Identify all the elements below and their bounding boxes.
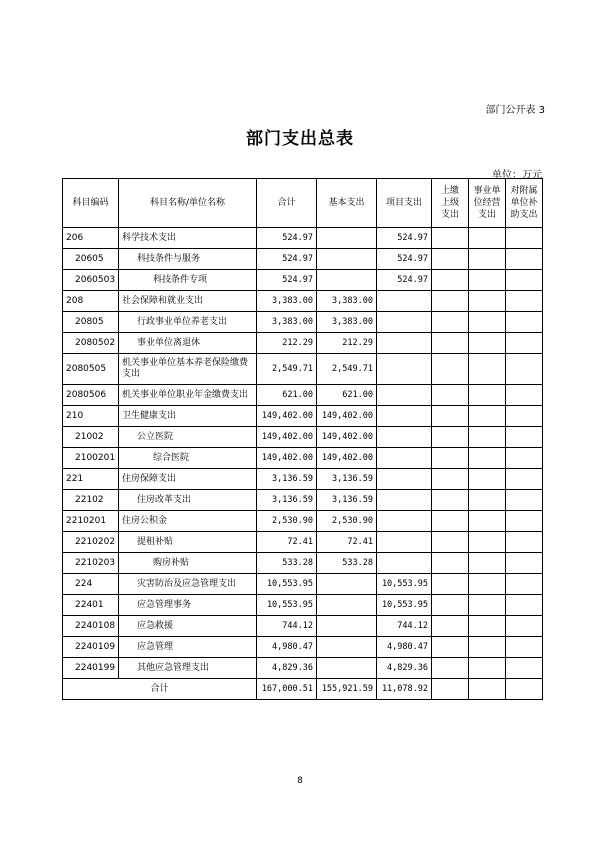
total-value: 4,829.36 — [257, 658, 317, 679]
project-value: 4,829.36 — [377, 658, 432, 679]
table-row — [63, 469, 543, 490]
upper-level-value — [432, 406, 469, 427]
total-value: 149,402.00 — [257, 427, 317, 448]
basic-value — [317, 574, 377, 595]
total-value: 3,383.00 — [257, 291, 317, 312]
page-tag: 部门公开表 3 — [485, 105, 545, 116]
subject-code: 2080502 — [63, 333, 119, 354]
operating-value — [469, 427, 506, 448]
basic-value: 212.29 — [317, 333, 377, 354]
table-row — [63, 448, 543, 469]
operating-value — [469, 469, 506, 490]
subject-code: 2210201 — [63, 511, 119, 532]
table-row — [63, 270, 543, 291]
upper-level-value — [432, 511, 469, 532]
subsidy-value — [506, 595, 543, 616]
basic-value: 149,402.00 — [317, 448, 377, 469]
table-row — [63, 595, 543, 616]
project-value — [377, 291, 432, 312]
upper-level-value — [432, 333, 469, 354]
project-value — [377, 553, 432, 574]
operating-value — [469, 658, 506, 679]
upper-level-value — [432, 291, 469, 312]
total-value: 524.97 — [257, 249, 317, 270]
upper-level-value — [432, 658, 469, 679]
subsidy-value — [506, 249, 543, 270]
subject-name: 应急管理 — [119, 637, 257, 658]
upper-level-value — [432, 553, 469, 574]
table-row — [63, 249, 543, 270]
operating-value — [469, 249, 506, 270]
operating-value — [469, 553, 506, 574]
subsidy-value — [506, 385, 543, 406]
project-value: 524.97 — [377, 228, 432, 249]
operating-value — [469, 333, 506, 354]
subject-code: 2060503 — [63, 270, 119, 291]
subsidy-value — [506, 553, 543, 574]
subject-code: 221 — [63, 469, 119, 490]
basic-value — [317, 228, 377, 249]
subject-name: 住房公积金 — [119, 511, 257, 532]
upper-level-value — [432, 532, 469, 553]
subsidy-value — [506, 658, 543, 679]
upper-level-value — [432, 574, 469, 595]
operating-value — [469, 490, 506, 511]
basic-value: 2,549.71 — [317, 354, 377, 385]
upper-level-value — [432, 595, 469, 616]
table-row — [63, 658, 543, 679]
column-header: 基本支出 — [317, 179, 377, 228]
upper-level-value — [432, 616, 469, 637]
expenditure-table — [62, 178, 543, 700]
column-header: 项目支出 — [377, 179, 432, 228]
basic-value: 149,402.00 — [317, 406, 377, 427]
subject-name: 机关事业单位职业年金缴费支出 — [119, 385, 257, 406]
total-value: 621.00 — [257, 385, 317, 406]
subsidy-value — [506, 270, 543, 291]
subsidy-value — [506, 490, 543, 511]
unit-label: 单位：万元 — [492, 170, 542, 181]
table-row — [63, 385, 543, 406]
column-header: 科目编码 — [63, 179, 119, 228]
total-value: 3,136.59 — [257, 490, 317, 511]
basic-value: 72.41 — [317, 532, 377, 553]
project-value — [377, 448, 432, 469]
subject-code: 206 — [63, 228, 119, 249]
operating-value — [469, 270, 506, 291]
upper-level-value — [432, 469, 469, 490]
basic-value: 3,383.00 — [317, 291, 377, 312]
upper-level-value — [432, 249, 469, 270]
operating-value — [469, 406, 506, 427]
project-value: 10,553.95 — [377, 574, 432, 595]
total-value: 4,980.47 — [257, 637, 317, 658]
column-header: 对附属 单位补 助支出 — [506, 179, 543, 228]
project-value — [377, 469, 432, 490]
table-row — [63, 553, 543, 574]
project-value: 4,980.47 — [377, 637, 432, 658]
project-value — [377, 333, 432, 354]
total-value: 10,553.95 — [257, 574, 317, 595]
total-value: 3,383.00 — [257, 312, 317, 333]
subject-code: 20805 — [63, 312, 119, 333]
operating-value — [469, 574, 506, 595]
subject-name: 科技条件专项 — [119, 270, 257, 291]
upper-level-value — [432, 679, 469, 700]
subsidy-value — [506, 291, 543, 312]
subsidy-value — [506, 312, 543, 333]
total-value: 533.28 — [257, 553, 317, 574]
table-row — [63, 291, 543, 312]
subject-code: 2080505 — [63, 354, 119, 385]
subject-code: 2100201 — [63, 448, 119, 469]
operating-value — [469, 228, 506, 249]
subsidy-value — [506, 679, 543, 700]
operating-value — [469, 616, 506, 637]
project-value: 524.97 — [377, 270, 432, 291]
subject-name: 科技条件与服务 — [119, 249, 257, 270]
subject-name: 行政事业单位养老支出 — [119, 312, 257, 333]
table-row — [63, 427, 543, 448]
total-value: 72.41 — [257, 532, 317, 553]
upper-level-value — [432, 312, 469, 333]
project-value: 10,553.95 — [377, 595, 432, 616]
basic-value: 3,136.59 — [317, 490, 377, 511]
total-value: 149,402.00 — [257, 448, 317, 469]
table-row — [63, 490, 543, 511]
subject-name: 卫生健康支出 — [119, 406, 257, 427]
subject-code: 2080506 — [63, 385, 119, 406]
basic-value: 149,402.00 — [317, 427, 377, 448]
total-value: 149,402.00 — [257, 406, 317, 427]
subject-name: 住房改革支出 — [119, 490, 257, 511]
upper-level-value — [432, 354, 469, 385]
page-number: 8 — [297, 776, 303, 786]
subject-code: 224 — [63, 574, 119, 595]
total-value: 744.12 — [257, 616, 317, 637]
grand-project-value: 11,078.92 — [377, 679, 432, 700]
basic-value: 621.00 — [317, 385, 377, 406]
subject-code: 208 — [63, 291, 119, 312]
table-row — [63, 406, 543, 427]
subject-code: 22401 — [63, 595, 119, 616]
subsidy-value — [506, 228, 543, 249]
subject-code: 20605 — [63, 249, 119, 270]
table-row — [63, 511, 543, 532]
project-value — [377, 385, 432, 406]
subject-code: 2240199 — [63, 658, 119, 679]
total-label: 合计 — [63, 679, 257, 700]
subject-name: 住房保障支出 — [119, 469, 257, 490]
basic-value: 3,136.59 — [317, 469, 377, 490]
operating-value — [469, 385, 506, 406]
basic-value: 533.28 — [317, 553, 377, 574]
operating-value — [469, 637, 506, 658]
subject-name: 科学技术支出 — [119, 228, 257, 249]
upper-level-value — [432, 385, 469, 406]
column-header: 合计 — [257, 179, 317, 228]
grand-basic-value: 155,921.59 — [317, 679, 377, 700]
basic-value — [317, 270, 377, 291]
subject-name: 灾害防治及应急管理支出 — [119, 574, 257, 595]
subject-code: 2210203 — [63, 553, 119, 574]
subject-name: 公立医院 — [119, 427, 257, 448]
subject-code: 210 — [63, 406, 119, 427]
column-header: 事业单 位经营 支出 — [469, 179, 506, 228]
total-value: 3,136.59 — [257, 469, 317, 490]
table-row — [63, 312, 543, 333]
subject-code: 2240108 — [63, 616, 119, 637]
subsidy-value — [506, 637, 543, 658]
upper-level-value — [432, 228, 469, 249]
operating-value — [469, 448, 506, 469]
page-title: 部门支出总表 — [246, 129, 354, 149]
column-header: 上缴 上级 支出 — [432, 179, 469, 228]
subsidy-value — [506, 448, 543, 469]
table-row — [63, 637, 543, 658]
column-header: 科目名称/单位名称 — [119, 179, 257, 228]
subsidy-value — [506, 406, 543, 427]
basic-value — [317, 658, 377, 679]
table-row — [63, 354, 543, 385]
basic-value: 3,383.00 — [317, 312, 377, 333]
project-value — [377, 427, 432, 448]
table-row — [63, 532, 543, 553]
operating-value — [469, 291, 506, 312]
basic-value: 2,530.90 — [317, 511, 377, 532]
table-row — [63, 574, 543, 595]
subject-code: 21002 — [63, 427, 119, 448]
total-value: 2,530.90 — [257, 511, 317, 532]
total-value: 524.97 — [257, 270, 317, 291]
project-value — [377, 406, 432, 427]
subject-name: 应急管理事务 — [119, 595, 257, 616]
project-value — [377, 532, 432, 553]
upper-level-value — [432, 490, 469, 511]
total-value: 212.29 — [257, 333, 317, 354]
basic-value — [317, 637, 377, 658]
operating-value — [469, 354, 506, 385]
upper-level-value — [432, 270, 469, 291]
total-row — [63, 679, 543, 700]
subject-name: 机关事业单位基本养老保险缴费支出 — [119, 354, 257, 385]
subject-code: 2210202 — [63, 532, 119, 553]
operating-value — [469, 595, 506, 616]
upper-level-value — [432, 448, 469, 469]
table-row — [63, 228, 543, 249]
subject-name: 社会保障和就业支出 — [119, 291, 257, 312]
subject-name: 应急救援 — [119, 616, 257, 637]
subsidy-value — [506, 574, 543, 595]
subject-name: 提租补贴 — [119, 532, 257, 553]
upper-level-value — [432, 427, 469, 448]
subsidy-value — [506, 427, 543, 448]
subsidy-value — [506, 333, 543, 354]
grand-total-value: 167,000.51 — [257, 679, 317, 700]
subsidy-value — [506, 616, 543, 637]
subsidy-value — [506, 511, 543, 532]
subject-name: 购房补贴 — [119, 553, 257, 574]
table-header-row — [63, 179, 543, 228]
subsidy-value — [506, 354, 543, 385]
subject-name: 综合医院 — [119, 448, 257, 469]
subject-name: 事业单位离退休 — [119, 333, 257, 354]
upper-level-value — [432, 637, 469, 658]
subject-code: 22102 — [63, 490, 119, 511]
table-row — [63, 616, 543, 637]
project-value — [377, 490, 432, 511]
operating-value — [469, 679, 506, 700]
subject-code: 2240109 — [63, 637, 119, 658]
operating-value — [469, 532, 506, 553]
total-value: 524.97 — [257, 228, 317, 249]
project-value: 524.97 — [377, 249, 432, 270]
basic-value — [317, 616, 377, 637]
project-value — [377, 511, 432, 532]
basic-value — [317, 595, 377, 616]
project-value — [377, 312, 432, 333]
project-value: 744.12 — [377, 616, 432, 637]
operating-value — [469, 511, 506, 532]
table-row — [63, 333, 543, 354]
subject-name: 其他应急管理支出 — [119, 658, 257, 679]
basic-value — [317, 249, 377, 270]
project-value — [377, 354, 432, 385]
operating-value — [469, 312, 506, 333]
total-value: 2,549.71 — [257, 354, 317, 385]
total-value: 10,553.95 — [257, 595, 317, 616]
subsidy-value — [506, 469, 543, 490]
subsidy-value — [506, 532, 543, 553]
